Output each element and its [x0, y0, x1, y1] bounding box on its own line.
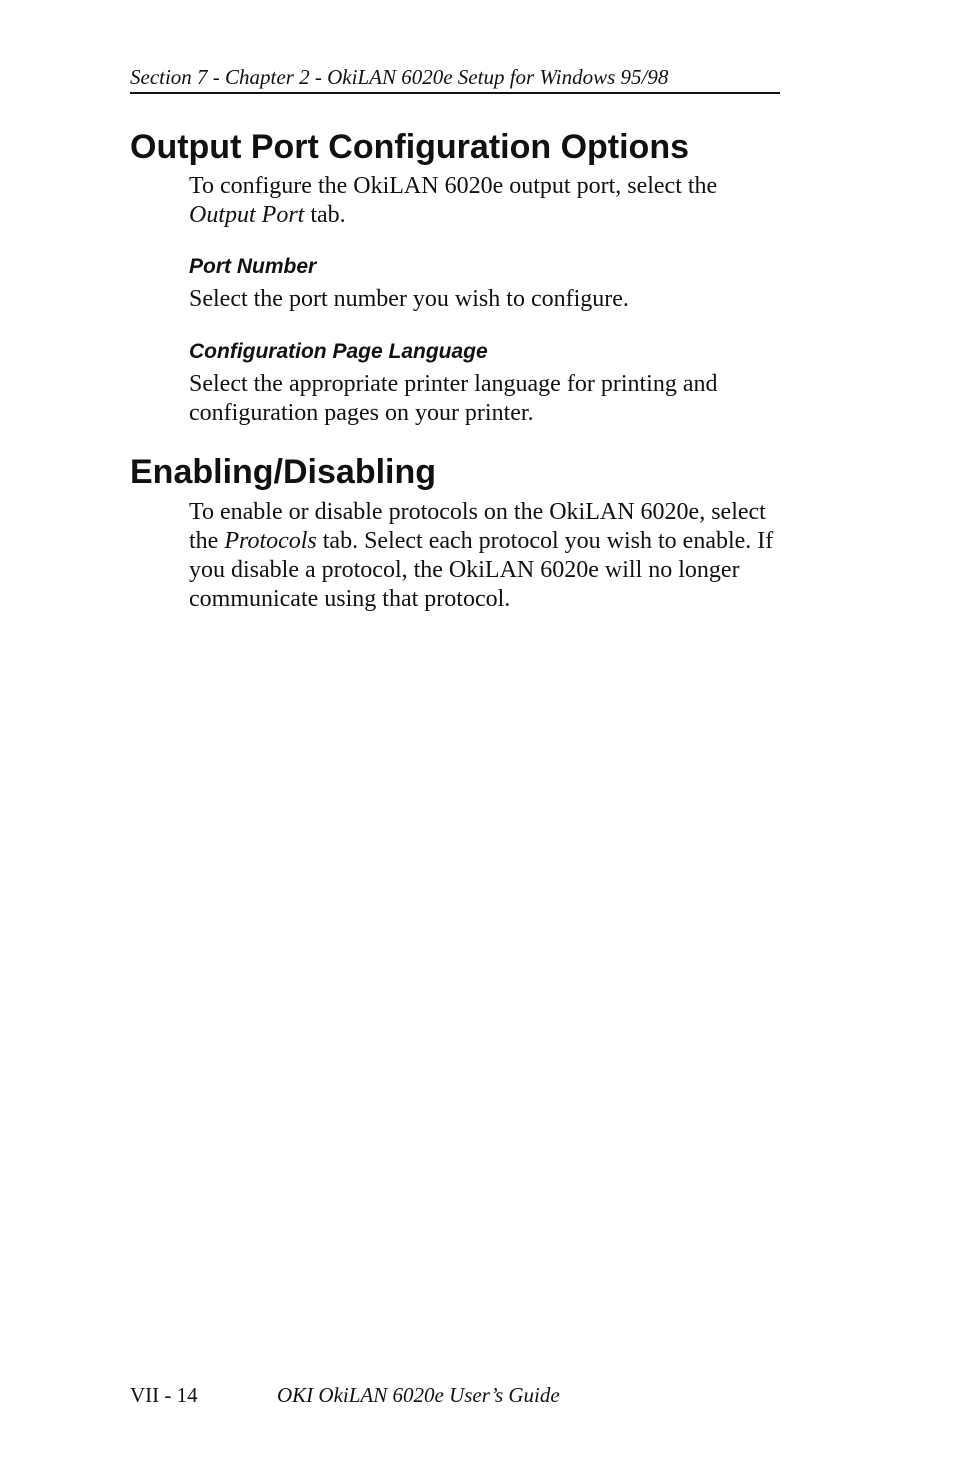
- config-page-language-body: Select the appropriate printer language for printing and configuration pages on your printer.: [189, 371, 718, 426]
- protocols-text-start: To enable or disable protocols on the OkiLAN 6020e, select the: [189, 499, 766, 554]
- port-number-body: Select the port number you wish to configure.: [189, 286, 629, 312]
- output-port-intro: [189, 172, 789, 230]
- section-heading-enabling-disabling: Enabling/Disabling: [130, 453, 437, 491]
- page-number: VII - 14: [130, 1383, 198, 1407]
- protocols-text-end: tab. Select each protocol you wish to enable. If you disable a protocol, the OkiLAN 6020e will no longer communicate using that protocol.: [189, 528, 774, 612]
- running-header: Section 7 - Chapter 2 - OkiLAN 6020e Setup for Windows 95/98: [130, 64, 780, 94]
- protocols-tab-name: Protocols: [224, 528, 317, 554]
- enabling-disabling-body: [189, 498, 789, 614]
- subheading-config-page-language: Configuration Page Language: [189, 340, 488, 363]
- output-port-tab-name: Output Port: [189, 202, 305, 228]
- subheading-port-number: Port Number: [189, 255, 317, 278]
- intro-text-end: tab.: [304, 202, 346, 228]
- intro-text-start: To configure the OkiLAN 6020e output port, select the: [189, 173, 718, 199]
- guide-title: OKI OkiLAN 6020e User’s Guide: [277, 1383, 560, 1407]
- section-heading-output-port: Output Port Configuration Options: [130, 128, 690, 166]
